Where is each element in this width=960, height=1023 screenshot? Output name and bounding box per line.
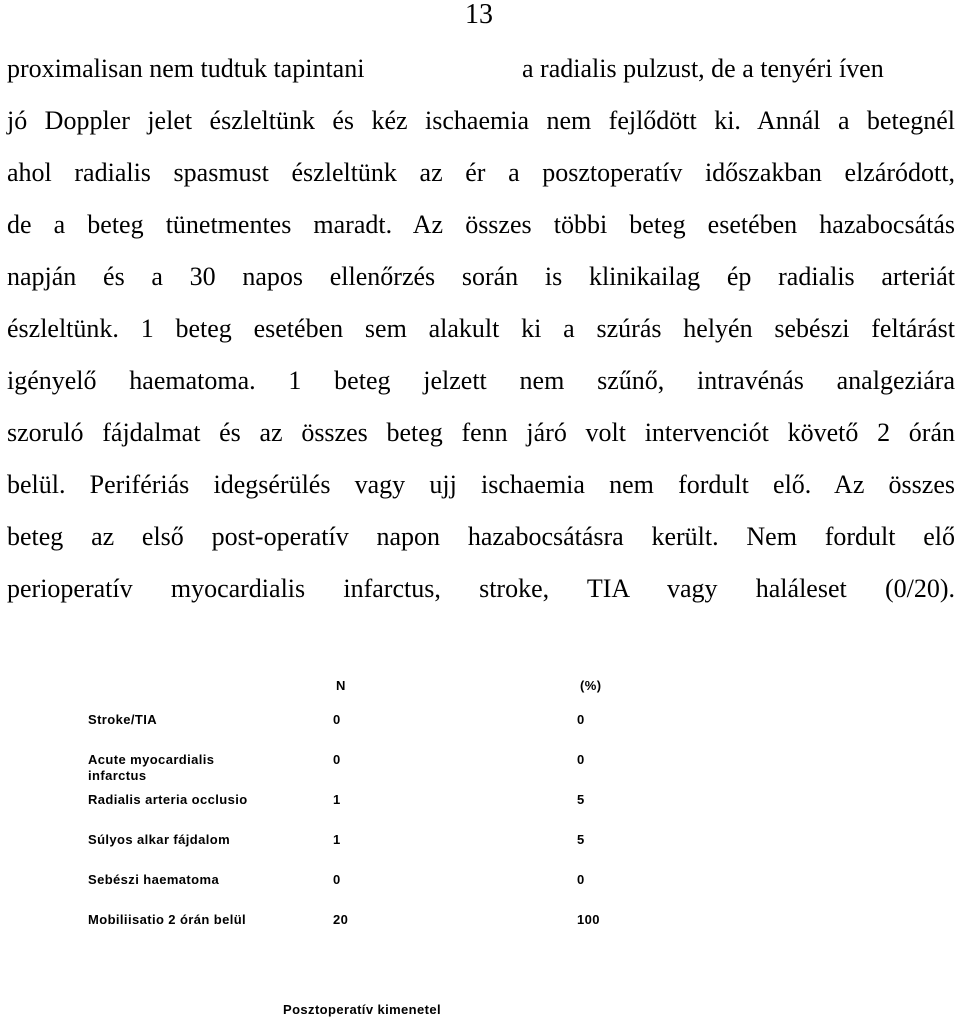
paragraph-line: észleltünk. 1 beteg esetében sem alakult ki a szúrás helyén sebészi feltárást (7, 314, 955, 343)
paragraph-line: de a beteg tünetmentes maradt. Az összes többi beteg esetében hazabocsátás (7, 210, 955, 239)
row-percent-value: 0 (577, 752, 585, 767)
row-label: Stroke/TIA (88, 712, 158, 727)
paragraph-line-1 (7, 52, 955, 86)
table-header-percent: (%) (580, 678, 602, 693)
row-n-value: 0 (333, 712, 341, 727)
row-n-value: 1 (333, 832, 341, 847)
row-percent-value: 5 (577, 792, 585, 807)
row-n-value: 1 (333, 792, 341, 807)
paragraph-line: ahol radialis spasmust észleltünk az ér a posztoperatív időszakban elzáródott, (7, 158, 955, 187)
table-header-n: N (336, 678, 346, 693)
row-label: Radialis arteria occlusio (88, 792, 248, 807)
row-n-value: 20 (333, 912, 349, 927)
paragraph-line: beteg az első post-operatív napon hazabocsátásra került. Nem fordult elő (7, 522, 955, 551)
paragraph-line: igényelő haematoma. 1 beteg jelzett nem szűnő, intravénás analgeziára (7, 366, 955, 395)
row-percent-value: 5 (577, 832, 585, 847)
paragraph-line: napján és a 30 napos ellenőrzés során is klinikailag ép radialis arteriát (7, 262, 955, 291)
row-n-value: 0 (333, 752, 341, 767)
row-label: Súlyos alkar fájdalom (88, 832, 231, 847)
row-percent-value: 0 (577, 872, 585, 887)
paragraph-line-1-start: proximalisan nem tudtuk tapintani (7, 54, 365, 83)
paragraph-line: jó Doppler jelet észleltünk és kéz ischaemia nem fejlődött ki. Annál a betegnél (7, 106, 955, 135)
row-label: Sebészi haematoma (88, 872, 220, 887)
table-caption: Posztoperatív kimenetel (283, 1002, 442, 1017)
row-label: Acute myocardialis infarctus (88, 752, 215, 783)
row-percent-value: 0 (577, 712, 585, 727)
paragraph-line: perioperatív myocardialis infarctus, stroke, TIA vagy haláleset (0/20). (7, 574, 955, 603)
paragraph-line: belül. Perifériás idegsérülés vagy ujj ischaemia nem fordult elő. Az összes (7, 470, 955, 499)
row-n-value: 0 (333, 872, 341, 887)
page-number: 13 (465, 0, 493, 30)
row-percent-value: 100 (577, 912, 600, 927)
paragraph-line: szoruló fájdalmat és az összes beteg fenn járó volt intervenciót követő 2 órán (7, 418, 955, 447)
row-label: Mobiliisatio 2 órán belül (88, 912, 247, 927)
paragraph-line-1-end: a radialis pulzust, de a tenyéri íven (522, 54, 884, 83)
